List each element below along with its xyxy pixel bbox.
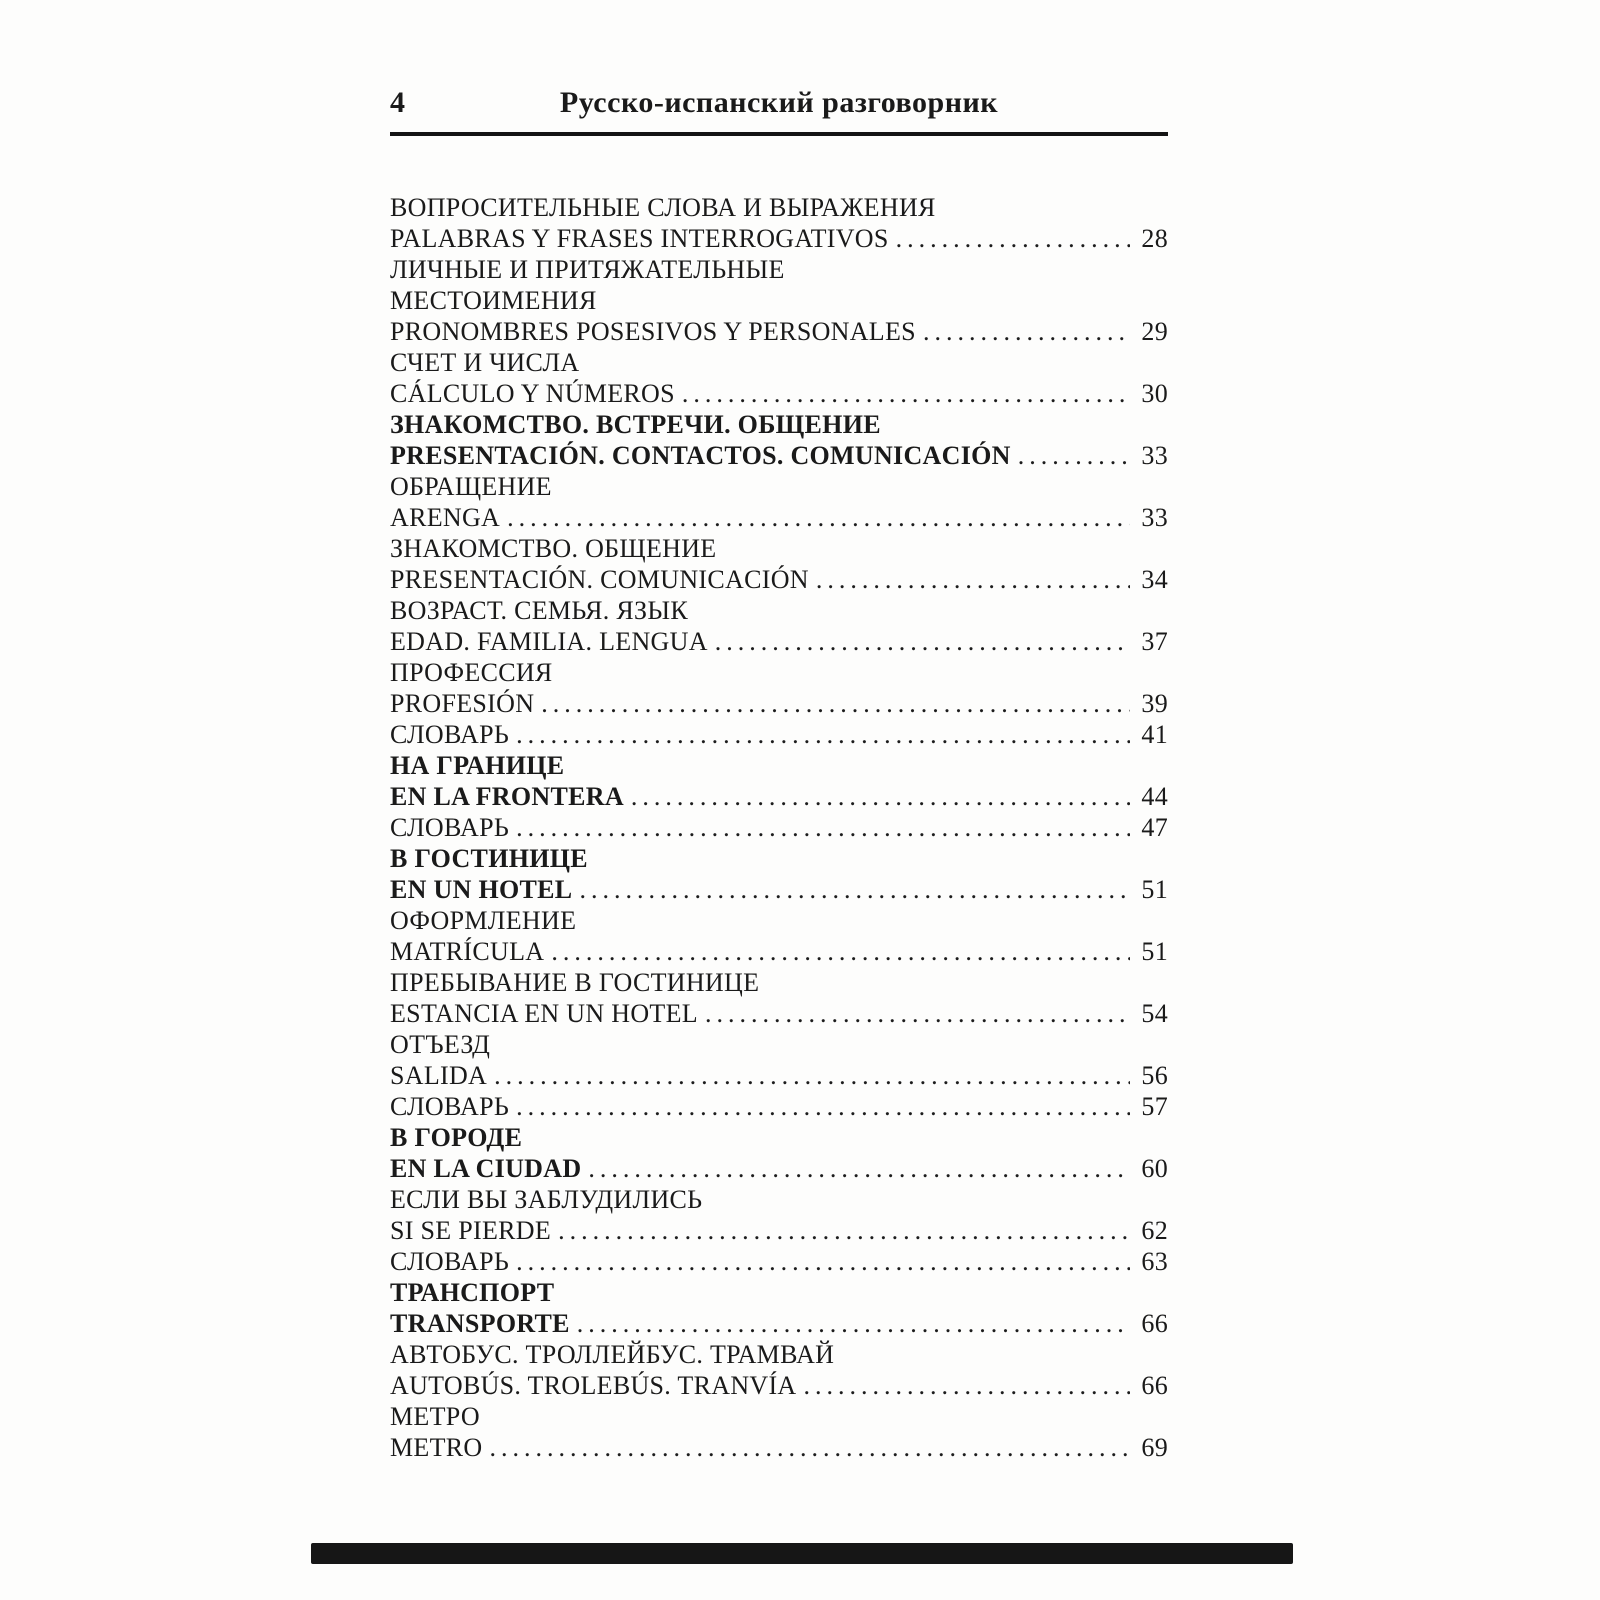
toc-line-text: ПРЕБЫВАНИЕ В ГОСТИНИЦЕ bbox=[390, 968, 760, 997]
toc-line-text: PALABRAS Y FRASES INTERROGATIVOS bbox=[390, 224, 889, 253]
toc-page-number: 41 bbox=[1141, 720, 1168, 749]
toc-title-line bbox=[390, 1277, 1168, 1308]
toc-title-line bbox=[390, 967, 1168, 998]
toc-page-number: 28 bbox=[1141, 224, 1168, 253]
book-bottom-edge bbox=[311, 1543, 1293, 1564]
toc-title-line bbox=[390, 1122, 1168, 1153]
toc-line-text: МЕТРО bbox=[390, 1402, 480, 1431]
toc-entry bbox=[390, 471, 1168, 533]
toc-title-line bbox=[390, 285, 1168, 316]
toc-page-number: 34 bbox=[1141, 565, 1168, 594]
page-number-header: 4 bbox=[390, 86, 406, 119]
dot-leader bbox=[705, 998, 1130, 1029]
dot-leader bbox=[558, 1215, 1130, 1246]
dot-leader bbox=[1018, 440, 1130, 471]
toc-line-text: В ГОРОДЕ bbox=[390, 1123, 523, 1152]
dot-leader bbox=[804, 1370, 1130, 1401]
running-header bbox=[390, 86, 1168, 136]
toc-leader-line bbox=[390, 1308, 1168, 1339]
dot-leader bbox=[631, 781, 1130, 812]
toc-line-text: ЛИЧНЫЕ И ПРИТЯЖАТЕЛЬНЫЕ bbox=[390, 255, 785, 284]
toc-page-number: 39 bbox=[1141, 689, 1168, 718]
toc-page-number: 33 bbox=[1141, 441, 1168, 470]
toc-line-text: ВОПРОСИТЕЛЬНЫЕ СЛОВА И ВЫРАЖЕНИЯ bbox=[390, 193, 936, 222]
toc-line-text: ОТЪЕЗД bbox=[390, 1030, 491, 1059]
toc-title-line bbox=[390, 1401, 1168, 1432]
dot-leader bbox=[494, 1060, 1130, 1091]
dot-leader bbox=[896, 223, 1130, 254]
toc-line-text: СЛОВАРЬ bbox=[390, 1247, 510, 1276]
toc-leader-line bbox=[390, 223, 1168, 254]
dot-leader bbox=[490, 1432, 1131, 1463]
toc-page-number: 30 bbox=[1141, 379, 1168, 408]
toc-leader-line bbox=[390, 564, 1168, 595]
toc-entry bbox=[390, 1339, 1168, 1401]
toc-entry bbox=[390, 533, 1168, 595]
toc-line-text: PROFESIÓN bbox=[390, 689, 535, 718]
toc-line-text: ОБРАЩЕНИЕ bbox=[390, 472, 552, 501]
dot-leader bbox=[923, 316, 1130, 347]
toc-leader-line bbox=[390, 378, 1168, 409]
toc-leader-line bbox=[390, 719, 1168, 750]
toc-title-line bbox=[390, 1339, 1168, 1370]
toc-line-text: ЗНАКОМСТВО. ОБЩЕНИЕ bbox=[390, 534, 717, 563]
toc-entry bbox=[390, 1246, 1168, 1277]
dot-leader bbox=[816, 564, 1130, 595]
toc-page-number: 66 bbox=[1141, 1371, 1168, 1400]
toc-entry bbox=[390, 595, 1168, 657]
page-content bbox=[390, 86, 1168, 1463]
toc-line-text: PRESENTACIÓN. CONTACTOS. COMUNICACIÓN bbox=[390, 441, 1011, 470]
book-title: Русско-испанский разговорник bbox=[559, 86, 999, 119]
dot-leader bbox=[516, 1091, 1130, 1122]
toc-entry bbox=[390, 750, 1168, 812]
toc-title-line bbox=[390, 905, 1168, 936]
toc-page-number: 57 bbox=[1141, 1092, 1168, 1121]
toc-page-number: 51 bbox=[1141, 875, 1168, 904]
toc-entry bbox=[390, 905, 1168, 967]
dot-leader bbox=[516, 1246, 1130, 1277]
toc-page-number: 33 bbox=[1141, 503, 1168, 532]
toc-entry bbox=[390, 254, 1168, 347]
toc-leader-line bbox=[390, 781, 1168, 812]
dot-leader bbox=[588, 1153, 1130, 1184]
dot-leader bbox=[516, 719, 1130, 750]
toc-page-number: 44 bbox=[1141, 782, 1168, 811]
toc-leader-line bbox=[390, 812, 1168, 843]
toc bbox=[390, 192, 1168, 1463]
toc-page-number: 51 bbox=[1141, 937, 1168, 966]
toc-page-number: 63 bbox=[1141, 1247, 1168, 1276]
toc-leader-line bbox=[390, 1370, 1168, 1401]
toc-line-text: СЧЕТ И ЧИСЛА bbox=[390, 348, 580, 377]
toc-line-text: SALIDA bbox=[390, 1061, 488, 1090]
toc-leader-line bbox=[390, 440, 1168, 471]
toc-page-number: 66 bbox=[1141, 1309, 1168, 1338]
toc-leader-line bbox=[390, 502, 1168, 533]
toc-line-text: EN UN HOTEL bbox=[390, 875, 573, 904]
toc-line-text: EN LA FRONTERA bbox=[390, 782, 624, 811]
toc-entry bbox=[390, 967, 1168, 1029]
toc-line-text: AUTOBÚS. TROLEBÚS. TRANVÍA bbox=[390, 1371, 797, 1400]
toc-line-text: EDAD. FAMILIA. LENGUA bbox=[390, 627, 708, 656]
toc-line-text: ARENGA bbox=[390, 503, 501, 532]
toc-entry bbox=[390, 1401, 1168, 1463]
toc-line-text: МЕСТОИМЕНИЯ bbox=[390, 286, 597, 315]
toc-entry bbox=[390, 719, 1168, 750]
toc-title-line bbox=[390, 1184, 1168, 1215]
toc-entry bbox=[390, 657, 1168, 719]
toc-title-line bbox=[390, 347, 1168, 378]
dot-leader bbox=[715, 626, 1130, 657]
dot-leader bbox=[551, 936, 1130, 967]
toc-leader-line bbox=[390, 1215, 1168, 1246]
toc-entry bbox=[390, 1122, 1168, 1184]
toc-line-text: SI SE PIERDE bbox=[390, 1216, 552, 1245]
toc-title-line bbox=[390, 1029, 1168, 1060]
toc-line-text: ТРАНСПОРТ bbox=[390, 1278, 555, 1307]
toc-line-text: EN LA CIUDAD bbox=[390, 1154, 582, 1183]
toc-page-number: 56 bbox=[1141, 1061, 1168, 1090]
toc-line-text: ЗНАКОМСТВО. ВСТРЕЧИ. ОБЩЕНИЕ bbox=[390, 410, 881, 439]
toc-title-line bbox=[390, 750, 1168, 781]
toc-line-text: PRESENTACIÓN. COMUNICACIÓN bbox=[390, 565, 809, 594]
toc-page-number: 37 bbox=[1141, 627, 1168, 656]
toc-entry bbox=[390, 192, 1168, 254]
toc-page-number: 47 bbox=[1141, 813, 1168, 842]
toc-line-text: СЛОВАРЬ bbox=[390, 720, 510, 749]
dot-leader bbox=[577, 1308, 1130, 1339]
dot-leader bbox=[541, 688, 1130, 719]
toc-line-text: СЛОВАРЬ bbox=[390, 1092, 510, 1121]
toc-leader-line bbox=[390, 688, 1168, 719]
toc-leader-line bbox=[390, 1091, 1168, 1122]
toc-page-number: 69 bbox=[1141, 1433, 1168, 1462]
toc-entry bbox=[390, 812, 1168, 843]
toc-leader-line bbox=[390, 874, 1168, 905]
toc-entry bbox=[390, 1184, 1168, 1246]
toc-entry bbox=[390, 347, 1168, 409]
toc-page-number: 29 bbox=[1141, 317, 1168, 346]
toc-leader-line bbox=[390, 998, 1168, 1029]
dot-leader bbox=[579, 874, 1130, 905]
toc-leader-line bbox=[390, 936, 1168, 967]
dot-leader bbox=[516, 812, 1130, 843]
toc-leader-line bbox=[390, 1246, 1168, 1277]
dot-leader bbox=[507, 502, 1130, 533]
toc-leader-line bbox=[390, 1432, 1168, 1463]
toc-entry bbox=[390, 1091, 1168, 1122]
toc-page-number: 60 bbox=[1141, 1154, 1168, 1183]
toc-line-text: METRO bbox=[390, 1433, 483, 1462]
toc-title-line bbox=[390, 471, 1168, 502]
toc-line-text: СЛОВАРЬ bbox=[390, 813, 510, 842]
toc-title-line bbox=[390, 254, 1168, 285]
toc-leader-line bbox=[390, 626, 1168, 657]
toc-entry bbox=[390, 1029, 1168, 1091]
toc-leader-line bbox=[390, 1060, 1168, 1091]
toc-title-line bbox=[390, 533, 1168, 564]
toc-leader-line bbox=[390, 316, 1168, 347]
toc-title-line bbox=[390, 657, 1168, 688]
toc-title-line bbox=[390, 409, 1168, 440]
toc-line-text: ОФОРМЛЕНИЕ bbox=[390, 906, 577, 935]
toc-line-text: PRONOMBRES POSESIVOS Y PERSONALES bbox=[390, 317, 916, 346]
toc-line-text: ЕСЛИ ВЫ ЗАБЛУДИЛИСЬ bbox=[390, 1185, 703, 1214]
toc-line-text: В ГОСТИНИЦЕ bbox=[390, 844, 588, 873]
toc-title-line bbox=[390, 843, 1168, 874]
toc-entry bbox=[390, 1277, 1168, 1339]
toc-line-text: АВТОБУС. ТРОЛЛЕЙБУС. ТРАМВАЙ bbox=[390, 1340, 835, 1369]
toc-line-text: CÁLCULO Y NÚMEROS bbox=[390, 379, 675, 408]
toc-line-text: ESTANCIA EN UN HOTEL bbox=[390, 999, 698, 1028]
toc-line-text: ВОЗРАСТ. СЕМЬЯ. ЯЗЫК bbox=[390, 596, 688, 625]
toc-line-text: TRANSPORTE bbox=[390, 1309, 570, 1338]
toc-line-text: НА ГРАНИЦЕ bbox=[390, 751, 565, 780]
dot-leader bbox=[682, 378, 1130, 409]
toc-page-number: 54 bbox=[1141, 999, 1168, 1028]
toc-title-line bbox=[390, 595, 1168, 626]
toc-entry bbox=[390, 409, 1168, 471]
toc-line-text: ПРОФЕССИЯ bbox=[390, 658, 553, 687]
toc-title-line bbox=[390, 192, 1168, 223]
toc-page-number: 62 bbox=[1141, 1216, 1168, 1245]
toc-leader-line bbox=[390, 1153, 1168, 1184]
toc-line-text: MATRÍCULA bbox=[390, 937, 545, 966]
toc-entry bbox=[390, 843, 1168, 905]
